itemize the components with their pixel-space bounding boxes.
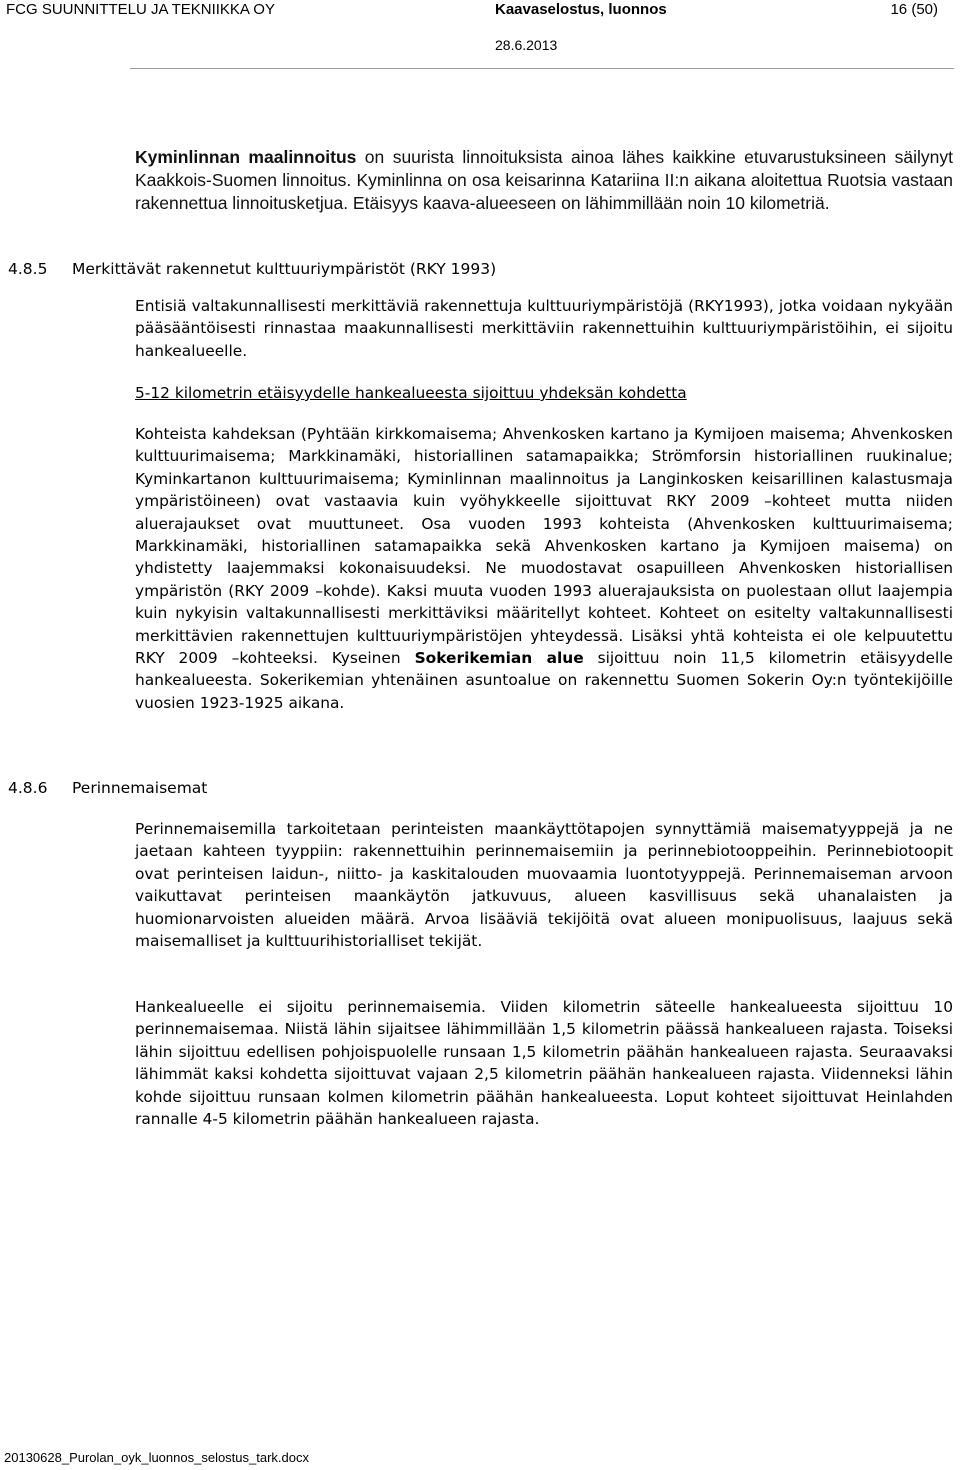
rky-bold-term: Sokerikemian alue <box>414 649 584 668</box>
section-number: 4.8.5 <box>8 260 48 278</box>
rky-paragraph: Entisiä valtakunnallisesti merkittäviä rakennettuja kulttuuriympäristöjä (RKY1993), jotka voidaan nykyään pääsääntöisesti rinnastaa maakunnallisesti merkittäviin rakennettuihin kulttuuriympäristöihin, ei sijoitu hankealueelle. <box>135 297 953 360</box>
rky-details-text-b: sijoittuu noin 11,5 kilometrin etäisyydelle hankealueesta. Sokerikemian yhtenäinen asuntoalue on rakennettu Suomen Sokerin Oy:n työntekijöille vuosien 1923-1925 aikana. <box>135 649 953 712</box>
document-date: 28.6.2013 <box>495 37 558 53</box>
rky-details-paragraph <box>135 423 953 714</box>
header-divider <box>130 68 954 69</box>
intro-text: on suurista linnoituksista ainoa lähes kaikkine etuvarustuksineen säilynyt Kaakkois-Suomen linnoitus. Kyminlinna on osa keisarinna Katariina II:n aikana aloitettua Ruotsia vastaan rakennettua linnoitusketjua. Etäisyys kaava-alueeseen on lähimmillään noin 10 kilometriä. <box>135 147 953 213</box>
intro-paragraph <box>135 146 953 215</box>
hankealue-paragraph: Hankealueelle ei sijoitu perinnemaisemia. Viiden kilometrin säteelle hankealueesta sijoittuu 10 perinnemaisemaa. Niistä lähin sijaitsee lähimmillään 1,5 kilometrin päässä hankealueen rajasta. Toiseksi lähin sijoittuu edellisen pohjoispuolelle runsaan 1,5 kilometrin päähän hankealueen rajasta. Seuraavaksi lähimmät kaksi kohdetta sijoittuvat vajaan 2,5 kilometrin päähän hankealueen rajasta. Viidenneksi lähin kohde sijoittuu runsaan kolmen kilometrin päähän hankealueesta. Loput kohteet sijoittuvat Heinlahden rannalle 4-5 kilometrin päähän hankealueen rajasta. <box>135 998 953 1129</box>
footer-filename: 20130628_Purolan_oyk_luonnos_selostus_tark.docx <box>4 1450 309 1465</box>
page-header <box>0 0 960 70</box>
document-title: Kaavaselostus, luonnos <box>495 1 667 18</box>
section-heading-4-8-5 <box>8 259 496 279</box>
rky-subheading: 5-12 kilometrin etäisyydelle hankealueesta sijoittuu yhdeksän kohdetta <box>135 384 687 402</box>
rky-details-text-a: Kohteista kahdeksan (Pyhtään kirkkomaisema; Ahvenkosken kartano ja Kymijoen maisema; Ahvenkosken kulttuurimaisema; Markkinamäki, historiallinen satamapaikka; Strömforsin historiallinen ruukinalue; Kyminkartanon kulttuurimaisema; Kyminlinnan maalinnoitus ja Langinkosken keisarillinen kalastusmaja ympäristöineen) ovat vastaavia kuin vyöhykkeelle sijoittuvat RKY 2009 –kohteet mutta niiden aluerajaukset ovat muuttuneet. Osa vuoden 1993 kohteista (Ahvenkosken kulttuurimaisema; Markkinamäki, historiallinen satamapaikka sekä Ahvenkosken kartano ja Kymijoen maisema) on yhdistetty laajemmaksi kokonaisuudeksi. Ne muodostavat osapuilleen Ahvenkosken historiallisen ympäristön (RKY 2009 –kohde). Kaksi muuta vuoden 1993 aluerajauksista on puolestaan ollut laajempia kuin nykyisin valtakunnallisesti merkittäviksi määritellyt kohteet. Kohteet on esitelty valtakunnallisesti merkittävien rakennettujen kulttuuriympäristöjen yhteydessä. Lisäksi yhtä kohteista ei ole kelpuutettu RKY 2009 –kohteeksi. Kyseinen <box>135 425 953 668</box>
section-title: Perinnemaisemat <box>72 779 208 797</box>
section-title: Merkittävät rakennetut kulttuuriympäristöt (RKY 1993) <box>72 260 497 278</box>
perinnemaisemat-paragraph: Perinnemaisemilla tarkoitetaan perinteisten maankäyttötapojen synnyttämiä maisematyyppejä ja ne jaetaan kahteen tyyppiin: rakennettuihin perinnemaisemiin ja perinnebiotooppeihin. Perinnebiotoopit ovat perinteisen laidun-, niitto- ja kaskitalouden muovaamia luontotyyppejä. Perinnemaiseman arvoon vaikuttavat perinteisen maankäytön jatkuvuus, alueen kasvillisuus sekä uhanalaisten ja huomionarvoisten alueiden määrä. Arvoa lisääviä tekijöitä ovat alueen monipuolisuus, laajuus sekä maisemalliset ja kulttuurihistorialliset tekijät. <box>135 820 953 951</box>
section-heading-4-8-6 <box>8 778 207 798</box>
section-number: 4.8.6 <box>8 779 48 797</box>
intro-bold-term: Kyminlinnan maalinnoitus <box>135 147 357 167</box>
company-name: FCG SUUNNITTELU JA TEKNIIKKA OY <box>6 1 275 18</box>
page-number: 16 (50) <box>890 1 938 18</box>
